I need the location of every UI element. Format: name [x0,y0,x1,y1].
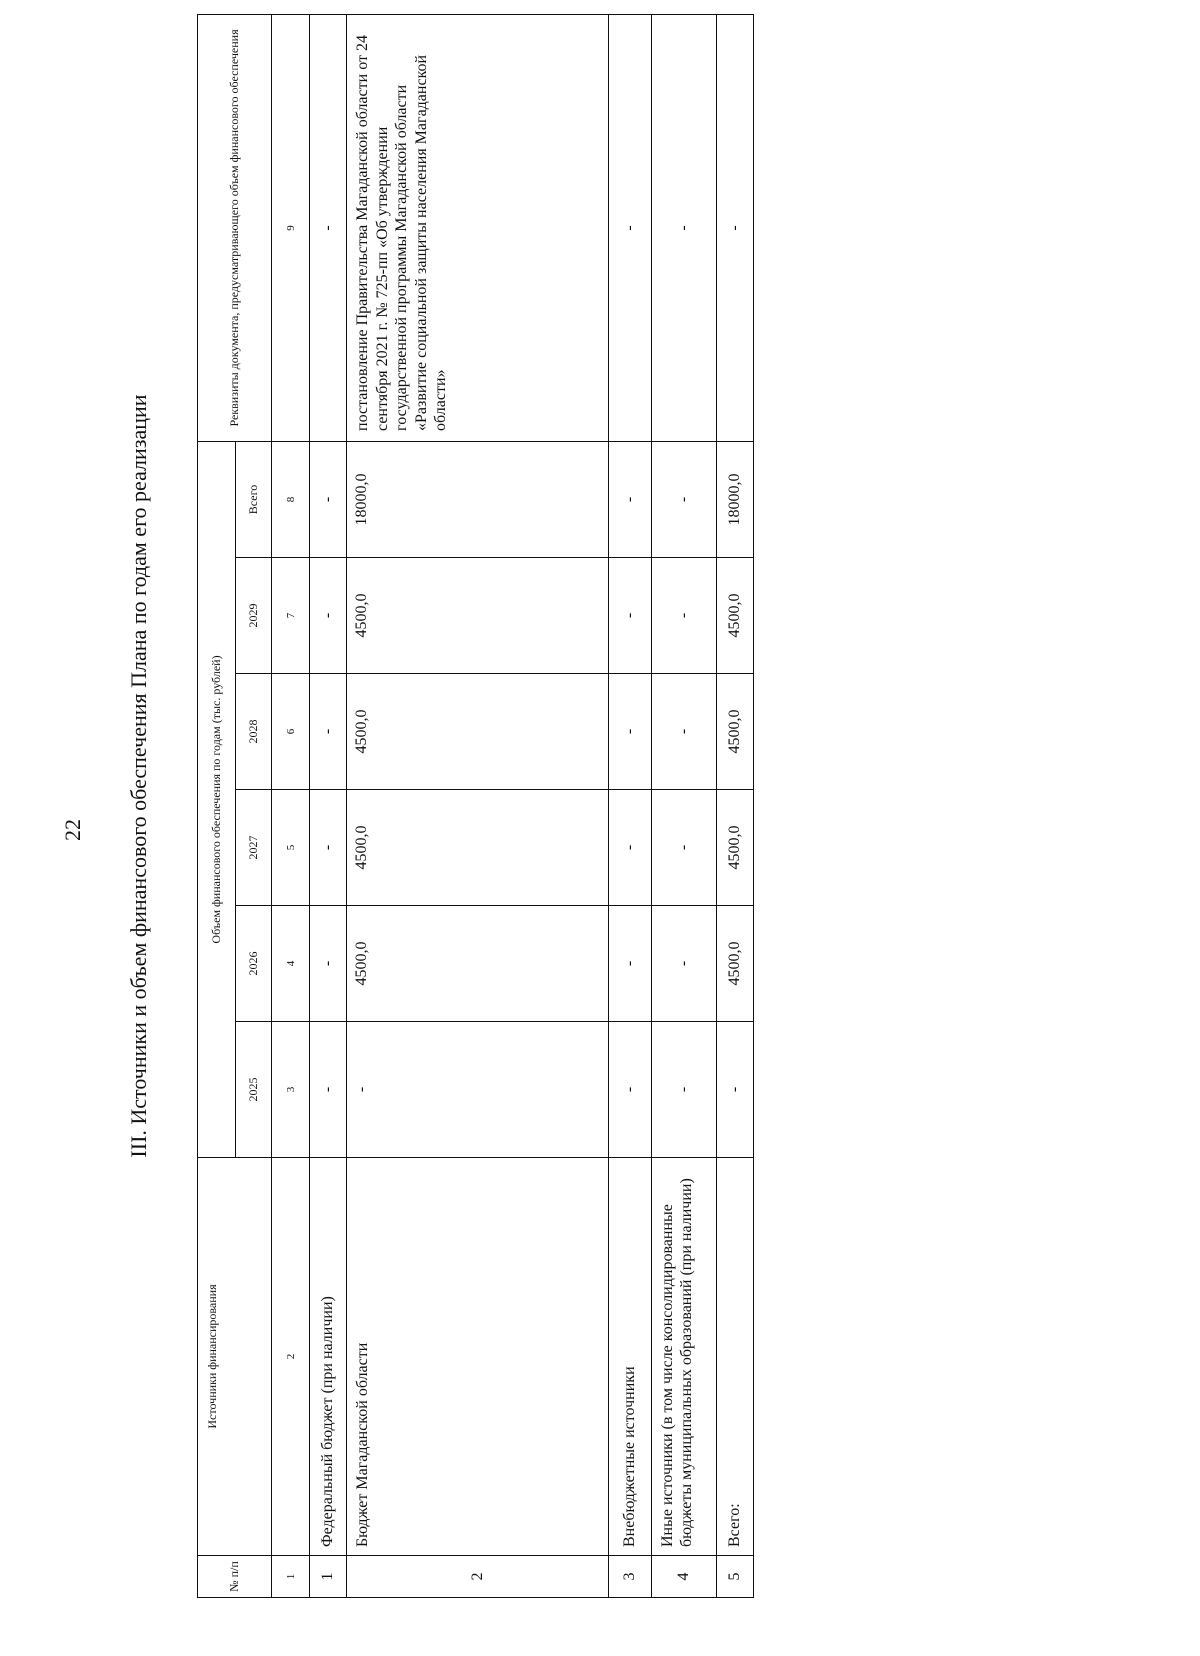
value-total: - [609,441,652,557]
header-year-2027: 2027 [236,790,272,906]
document-details: - [717,14,754,441]
row-number: 3 [609,1556,652,1598]
header-volume-group: Объем финансового обеспечения по годам (тыс. рублей) [198,441,236,1157]
value-2027: - [609,790,652,906]
header-year-2028: 2028 [236,674,272,790]
row-number: 5 [717,1556,754,1598]
header-num: № п/п [198,1556,272,1598]
value-2026: 4500,0 [347,906,609,1022]
value-2025: - [310,1022,347,1158]
header-document: Реквизиты документа, предусматривающего объем финансового обеспечения [198,14,272,441]
value-2025: - [609,1022,652,1158]
column-number: 7 [272,558,310,674]
value-2026: - [652,906,717,1022]
column-number: 2 [272,1158,310,1556]
value-2029: 4500,0 [347,558,609,674]
value-2029: - [609,558,652,674]
row-number: 2 [347,1556,609,1598]
value-2029: 4500,0 [717,558,754,674]
column-number: 1 [272,1556,310,1598]
document-details: - [652,14,717,441]
value-total: 18000,0 [717,441,754,557]
value-2027: 4500,0 [717,790,754,906]
value-2026: - [310,906,347,1022]
section-title: III. Источники и объем финансового обеспечения Плана по годам его реализации [126,394,151,1158]
value-2027: - [652,790,717,906]
source-name: Внебюджетные источники [609,1158,652,1556]
value-2028: 4500,0 [347,674,609,790]
document-details: - [310,14,347,441]
header-year-2025: 2025 [236,1022,272,1158]
value-2028: - [652,674,717,790]
value-2027: 4500,0 [347,790,609,906]
table-row [652,14,717,1597]
value-2028: - [310,674,347,790]
table-row [717,14,754,1597]
source-name: Бюджет Магаданской области [347,1158,609,1556]
value-2026: 4500,0 [717,906,754,1022]
source-name: Иные источники (в том числе консолидированные бюджеты муниципальных образований (при наличии) [652,1158,717,1556]
table-row [347,14,609,1597]
value-2029: - [310,558,347,674]
header-year-2029: 2029 [236,558,272,674]
header-year-2026: 2026 [236,906,272,1022]
value-2025: - [717,1022,754,1158]
row-number: 4 [652,1556,717,1598]
value-2026: - [609,906,652,1022]
source-name: Всего: [717,1158,754,1556]
value-total: - [652,441,717,557]
document-details: постановление Правительства Магаданской области от 24 сентября 2021 г. № 725-пп «Об утверждении государственной программы Магаданской области «Развитие социальной защиты населения Магаданской области» [347,14,609,441]
column-number: 5 [272,790,310,906]
value-2025: - [347,1022,609,1158]
value-2029: - [652,558,717,674]
column-number: 3 [272,1022,310,1158]
header-total: Всего [236,441,272,557]
value-2027: - [310,790,347,906]
value-2028: 4500,0 [717,674,754,790]
row-number: 1 [310,1556,347,1598]
column-number: 6 [272,674,310,790]
table-row [609,14,652,1597]
column-numbers-row [272,14,310,1597]
table-row [310,14,347,1597]
value-2025: - [652,1022,717,1158]
document-details: - [609,14,652,441]
column-number: 4 [272,906,310,1022]
financing-table [197,14,754,1598]
header-source: Источники финансирования [198,1158,272,1556]
value-total: 18000,0 [347,441,609,557]
value-2028: - [609,674,652,790]
source-name: Федеральный бюджет (при наличии) [310,1158,347,1556]
column-number: 9 [272,14,310,441]
column-number: 8 [272,441,310,557]
value-total: - [310,441,347,557]
page-number: 22 [60,819,85,841]
